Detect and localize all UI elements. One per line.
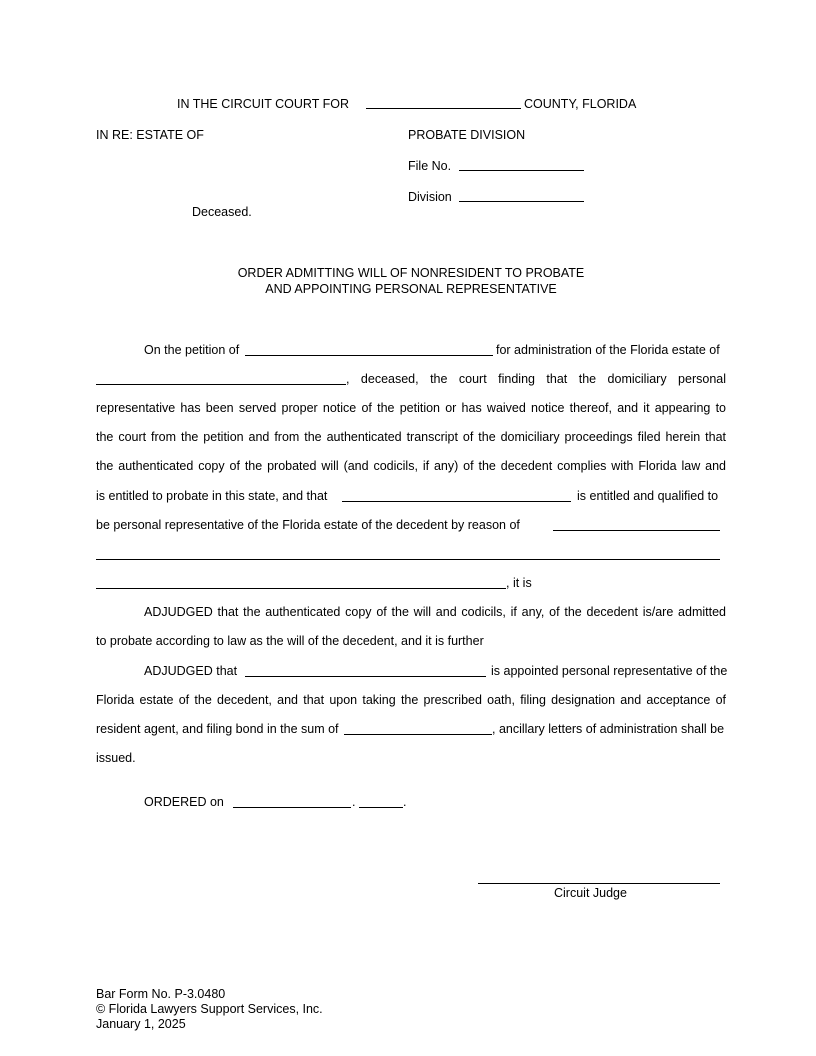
reason-blank-1[interactable] — [553, 530, 720, 531]
adjudged-label: ADJUDGED that — [144, 664, 238, 678]
body-line-13: Florida estate of the decedent, and that upon taking the prescribed oath, filing designation and acceptance of — [96, 693, 726, 707]
body-line-6b: is entitled and qualified to — [577, 489, 719, 503]
order-date-blank[interactable] — [233, 807, 351, 808]
body-line-15: issued. — [96, 751, 136, 765]
order-year-blank[interactable] — [359, 807, 403, 808]
bar-form-number: Bar Form No. P-3.0480 — [96, 987, 226, 1001]
file-no-blank[interactable] — [459, 170, 584, 171]
body-line-2: , deceased, the court finding that the domiciliary personal — [346, 372, 726, 386]
appointee-blank[interactable] — [245, 676, 486, 677]
petition-text: for administration of the Florida estate of — [496, 343, 720, 357]
petition-label: On the petition of — [144, 343, 240, 357]
ordered-separator: . — [352, 795, 356, 809]
order-title-line1: ORDER ADMITTING WILL OF NONRESIDENT TO PROBATE — [237, 266, 585, 280]
representative-blank[interactable] — [342, 501, 571, 502]
body-line-4: the court from the petition and from the authenticated transcript of the domiciliary proceedings filed herein that — [96, 430, 726, 444]
order-title-line2: AND APPOINTING PERSONAL REPRESENTATIVE — [265, 282, 557, 296]
body-line-3: representative has been served proper notice of the petition or has waived notice thereof, and it appearing to — [96, 401, 726, 415]
probate-division: PROBATE DIVISION — [408, 128, 526, 142]
adjudged-para-1: ADJUDGED that the authenticated copy of the will and codicils, if any, of the decedent is/are admitted — [144, 605, 726, 619]
ordered-end: . — [403, 795, 407, 809]
body-line-9: , it is — [506, 576, 532, 590]
form-date: January 1, 2025 — [96, 1017, 186, 1031]
division-blank[interactable] — [459, 201, 584, 202]
court-suffix: COUNTY, FLORIDA — [524, 97, 637, 111]
body-line-14a: resident agent, and filing bond in the sum of — [96, 722, 339, 736]
body-line-5: the authenticated copy of the probated will (and codicils, if any) of the decedent complies with Florida law and — [96, 459, 726, 473]
county-blank[interactable] — [366, 108, 521, 109]
bond-amount-blank[interactable] — [344, 734, 492, 735]
division-label: Division — [408, 190, 452, 204]
file-no-label: File No. — [408, 159, 452, 173]
deceased-label: Deceased. — [192, 205, 252, 219]
reason-blank-3[interactable] — [96, 588, 506, 589]
body-line-12b: is appointed personal representative of the — [491, 664, 728, 678]
ordered-label: ORDERED on — [144, 795, 224, 809]
body-line-7: be personal representative of the Florida estate of the decedent by reason of — [96, 518, 520, 532]
judge-signature-line[interactable] — [478, 883, 720, 884]
body-line-11: to probate according to law as the will of the decedent, and it is further — [96, 634, 484, 648]
body-line-14b: , ancillary letters of administration shall be — [492, 722, 725, 736]
petitioner-blank[interactable] — [245, 355, 493, 356]
decedent-blank[interactable] — [96, 384, 346, 385]
body-line-6a: is entitled to probate in this state, and that — [96, 489, 328, 503]
court-prefix: IN THE CIRCUIT COURT FOR — [177, 97, 350, 111]
in-re-label: IN RE: ESTATE OF — [96, 128, 204, 142]
copyright-notice: © Florida Lawyers Support Services, Inc. — [96, 1002, 323, 1016]
reason-blank-2[interactable] — [96, 559, 720, 560]
circuit-judge-label: Circuit Judge — [554, 886, 627, 900]
